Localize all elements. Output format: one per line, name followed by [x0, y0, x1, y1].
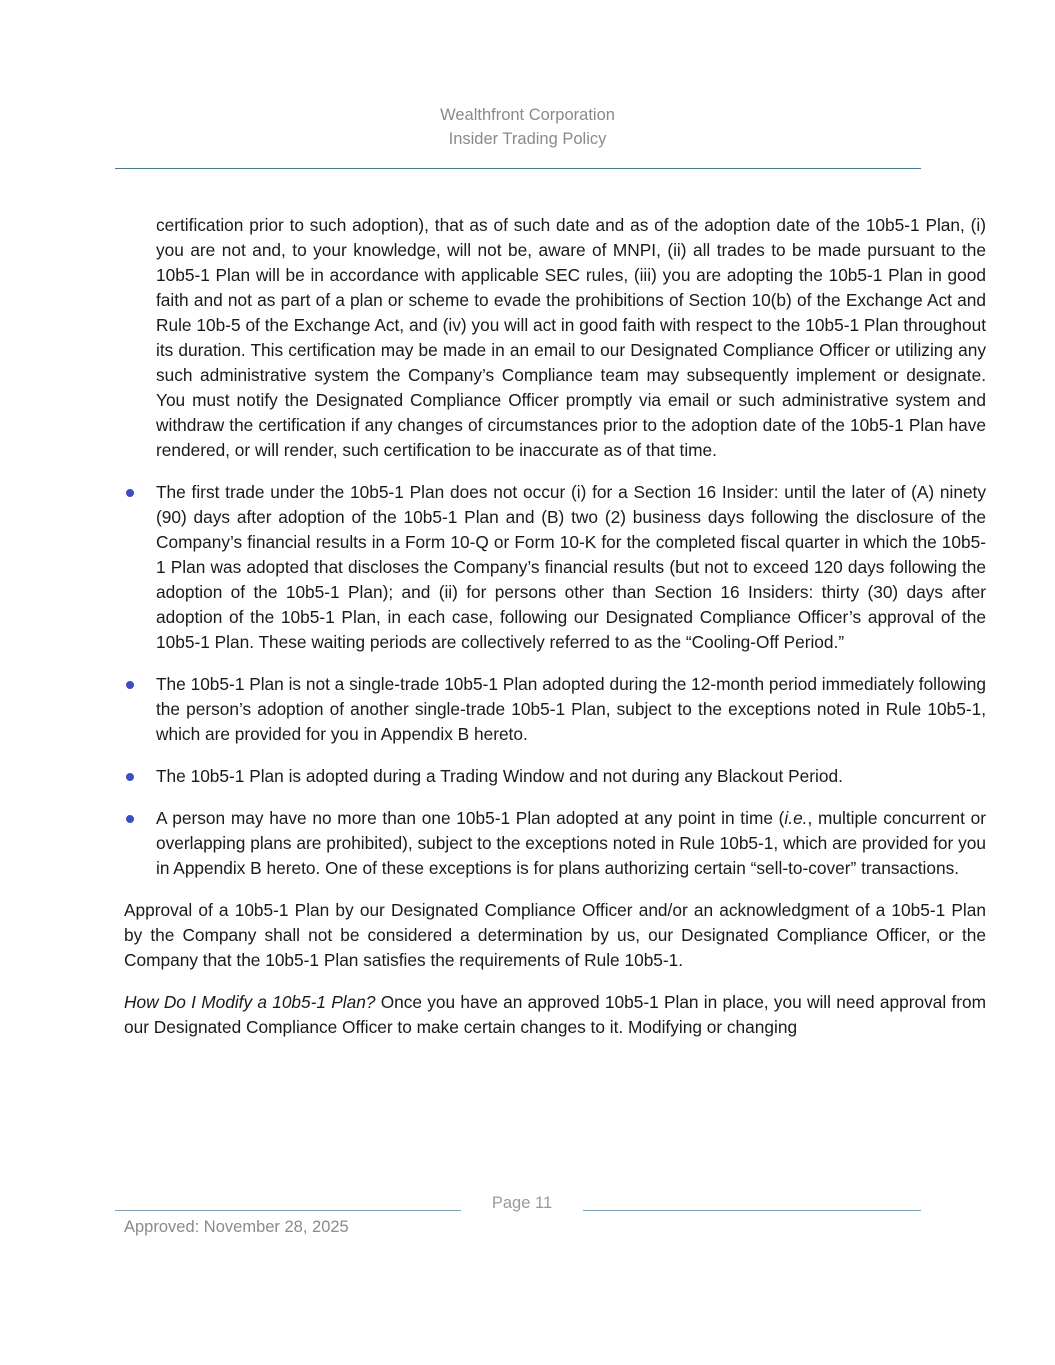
company-name: Wealthfront Corporation — [440, 106, 615, 124]
requirements-list — [124, 480, 986, 881]
approval-paragraph: Approval of a 10b5-1 Plan by our Designated Compliance Officer and/or an acknowledgment of a 10b5-1 Plan by the Company shall not be considered a determination by us, our Designated Compliance Officer, or the Company that the 10b5-1 Plan satisfies the requirements of Rule 10b5-1. — [124, 900, 986, 970]
modify-text: Once you have an approved 10b5-1 Plan in place, you will need approval from our Designated Compliance Officer to make certain changes to it. Modifying or changing — [124, 992, 987, 1037]
bullet-icon — [126, 681, 134, 689]
list-item — [124, 806, 986, 881]
list-item-text: The 10b5-1 Plan is adopted during a Trading Window and not during any Blackout Period. — [156, 766, 843, 786]
page-header — [0, 103, 1055, 151]
page-number: Page 11 — [491, 1194, 553, 1212]
list-item-text: The 10b5-1 Plan is not a single-trade 10b5-1 Plan adopted during the 12-month period immediately following the person’s adoption of another single-trade 10b5-1 Plan, subject to the exceptions noted in Rule 10b5-1, which are provided for you in Appendix B hereto. — [156, 674, 987, 744]
continuation-paragraph: certification prior to such adoption), that as of such date and as of the adoption date of the 10b5-1 Plan, (i) you are not and, to your knowledge, will not be, aware of MNPI, (ii) all trades to be made pursuant to the 10b5-1 Plan will be in accordance with applicable SEC rules, (iii) you are adopting the 10b5-1 Plan in good faith and not as part of a plan or scheme to evade the prohibitions of Section 10(b) of the Exchange Act and Rule 10b-5 of the Exchange Act, and (iv) you will act in good faith with respect to the 10b5-1 Plan throughout its duration. This certification may be made in an email to our Designated Compliance Officer or utilizing any such administrative system the Company’s Compliance team may subsequently implement or designate. You must notify the Designated Compliance Officer promptly via email or such administrative system and withdraw the certification if any changes of circumstances prior to the adoption date of the 10b5-1 Plan have rendered, or will render, such certification to be inaccurate as of that time. — [156, 215, 986, 460]
approval-date: Approved: November 28, 2025 — [124, 1218, 349, 1236]
document-title: Insider Trading Policy — [448, 130, 607, 148]
modify-paragraph — [124, 990, 986, 1040]
footer-divider-left — [115, 1210, 461, 1211]
italic-abbreviation: i.e. — [784, 808, 808, 828]
modify-heading: How Do I Modify a 10b5-1 Plan? — [124, 992, 376, 1012]
list-item-text: The first trade under the 10b5-1 Plan does not occur (i) for a Section 16 Insider: until the later of (A) ninety (90) days after adoption of the 10b5-1 Plan and (B) two (2) business days following the disclosure of the Company’s financial results in a Form 10-Q or Form 10-K for the completed fiscal quarter in which the 10b5-1 Plan was adopted that discloses the Company’s financial results (but not to exceed 120 days following the adoption of the 10b5-1 Plan); and (ii) for persons other than Section 16 Insiders: thirty (30) days after adoption of the 10b5-1 Plan, in each case, following our Designated Compliance Officer’s approval of the 10b5-1 Plan. These waiting periods are collectively referred to as the “Cooling-Off Period.” — [156, 482, 986, 652]
text-segment: , multiple concurrent or overlapping plans are prohibited), subject to the exceptions noted in Rule 10b5-1, which are provided for you in Appendix B hereto. One of these exceptions is for plans authorizing certain “sell-to-cover” transactions. — [156, 808, 986, 878]
list-item-text — [156, 808, 986, 878]
header-divider — [115, 168, 921, 169]
bullet-icon — [126, 773, 134, 781]
list-item — [124, 672, 986, 747]
list-item — [124, 480, 986, 655]
text-segment: A person may have no more than one 10b5-1 Plan adopted at any point in time ( — [156, 808, 785, 828]
bullet-icon — [126, 489, 134, 497]
document-body — [124, 213, 986, 1057]
footer-divider-right — [583, 1210, 921, 1211]
list-item — [124, 764, 986, 789]
bullet-icon — [126, 815, 134, 823]
